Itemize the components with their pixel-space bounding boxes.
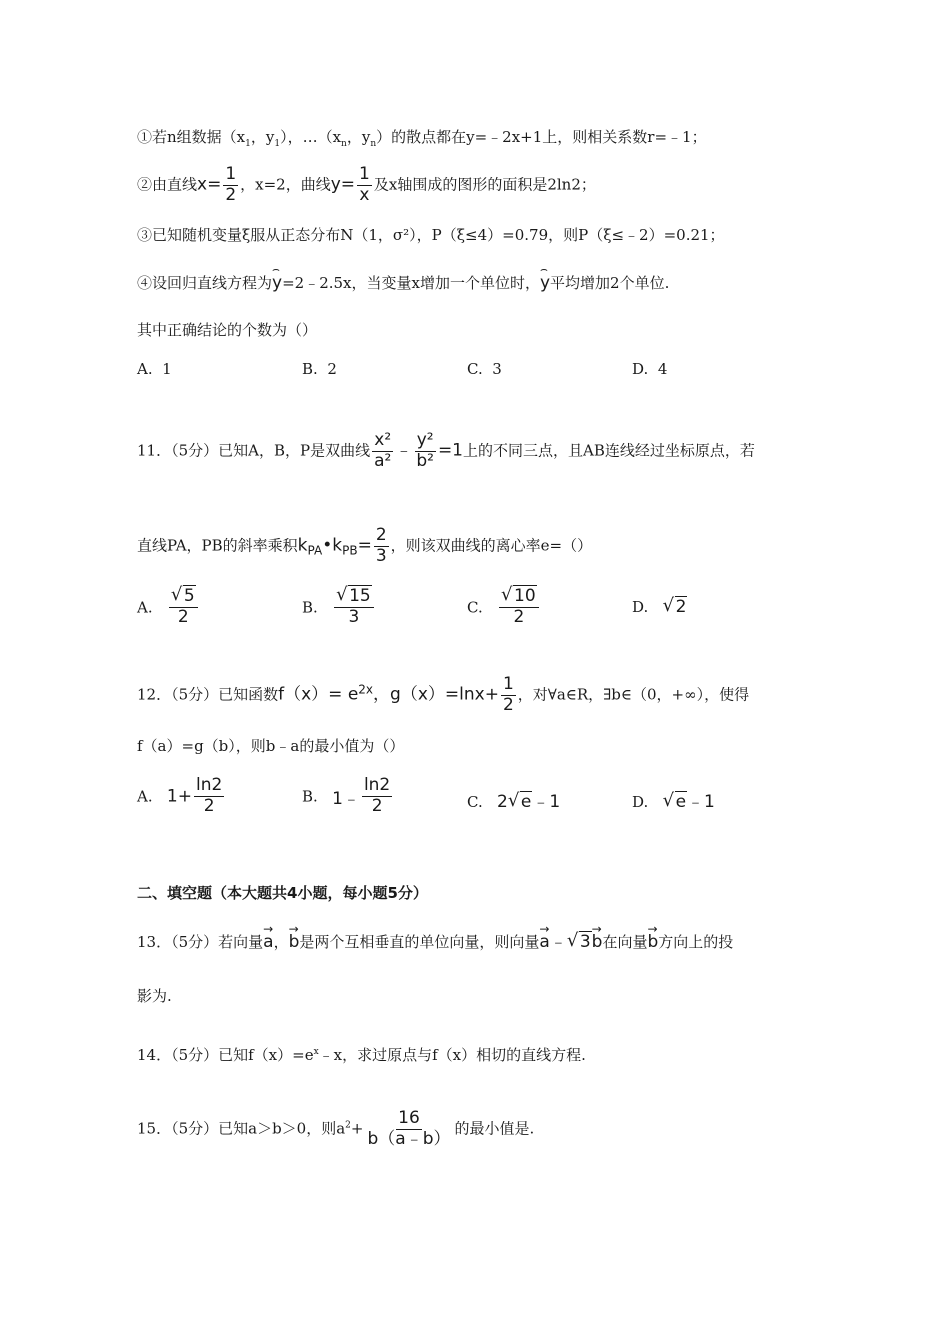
math-text: =	[357, 535, 372, 556]
square-root: √ 5	[170, 584, 195, 606]
statement-4-text: 平均增加2个单位.	[550, 274, 670, 292]
square-root: √ 10	[501, 584, 536, 606]
question-13-text: 在向量	[602, 933, 648, 951]
math-text: ﹣1	[687, 792, 715, 812]
question-12-line-1	[137, 676, 749, 715]
math-text: 1+	[166, 786, 192, 807]
math-text: y=	[330, 174, 356, 195]
radicand: 3	[579, 932, 591, 952]
q12-option-b[interactable]	[302, 777, 394, 816]
denominator: 2	[225, 184, 237, 205]
y-hat: ⌢ y	[272, 275, 282, 292]
statement-3-text: ③已知随机变量ξ服从正态分布N（1，σ²），P（ξ≤4）=0.79，则P（ξ≤﹣2）=0.21；	[137, 226, 725, 244]
section-heading: 二、填空题（本大题共4小题，每小题5分）	[137, 884, 428, 902]
question-15-text: 15．（5分）已知a＞b＞0，则a	[137, 1119, 346, 1138]
question-12-text: 12．（5分）已知函数	[137, 685, 279, 704]
square-root: √ e	[662, 790, 687, 812]
option-value: 1	[162, 360, 172, 378]
statement-2	[137, 166, 596, 205]
fraction	[362, 777, 392, 816]
question-11-line-1	[137, 432, 755, 471]
question-15	[137, 1110, 534, 1149]
statement-4	[137, 275, 669, 292]
radicand: e	[520, 792, 532, 812]
fraction	[169, 584, 198, 627]
statement-1-text: ）的散点都在y=﹣2x+1上，则相关系数r=﹣1；	[376, 128, 707, 146]
option-label: C.	[467, 793, 483, 811]
fraction	[194, 777, 224, 816]
q12-option-c[interactable]	[467, 787, 560, 812]
statement-1-text: ①若n组数据（x	[137, 128, 246, 146]
option-value: 3	[492, 360, 502, 378]
superscript: x	[313, 1047, 319, 1057]
math-text: ，g（x）=lnx+	[373, 684, 499, 705]
option-label: B.	[302, 598, 318, 617]
option-value: 2	[327, 360, 337, 378]
question-11-text: 11．（5分）已知A，B，P是双曲线	[137, 441, 371, 460]
radicand: 5	[183, 586, 195, 606]
question-13-text: 方向上的投	[658, 933, 734, 951]
denominator: a²	[374, 450, 392, 471]
option-label: C.	[467, 360, 483, 378]
q11-option-b[interactable]	[302, 584, 376, 627]
math-text: ﹣	[549, 932, 567, 952]
numerator: 1	[225, 164, 237, 184]
q12-option-d[interactable]	[632, 787, 715, 812]
option-label: D.	[632, 360, 649, 378]
statement-4-text: =2﹣2.5x，当变量x增加一个单位时，	[282, 274, 540, 292]
math-text: •	[322, 535, 333, 556]
math-text: ﹣	[395, 440, 413, 461]
option-label: A.	[137, 360, 153, 378]
square-root: √ e	[507, 790, 532, 812]
question-14-text: 14．（5分）已知f（x）=e	[137, 1046, 314, 1064]
option-value: 4	[657, 360, 668, 378]
fraction	[414, 432, 436, 471]
q10-option-b[interactable]	[302, 360, 337, 378]
square-root: √ 2	[662, 595, 687, 617]
denominator: 2	[513, 606, 525, 627]
denominator: 2	[203, 795, 215, 816]
question-11-text: 直线PA，PB的斜率乘积	[137, 536, 298, 555]
denominator: 3	[348, 606, 360, 627]
fraction	[374, 527, 389, 566]
statement-1	[137, 130, 707, 149]
numerator: ln2	[195, 775, 223, 795]
fraction	[334, 584, 374, 627]
math-text: k	[332, 535, 343, 556]
denominator: 2	[502, 694, 514, 715]
statement-1-text: ），…（x	[280, 128, 342, 146]
math-text: x=	[197, 174, 222, 195]
option-label: C.	[467, 598, 483, 617]
square-root: √ 3	[566, 930, 591, 952]
math-text: =1	[437, 440, 463, 461]
math-text: f（x）= e	[278, 684, 359, 705]
q12-option-a[interactable]	[137, 777, 226, 816]
vector-b: → b	[592, 934, 603, 951]
subscript: 1	[274, 139, 281, 149]
numerator: x²	[374, 430, 392, 450]
vector-a: → a	[539, 934, 549, 951]
question-11-line-2	[137, 527, 592, 566]
math-text: ﹣1	[532, 792, 561, 812]
denominator: 2	[177, 606, 189, 627]
fraction	[372, 432, 393, 471]
question-13-text: 13．（5分）若向量	[137, 933, 264, 951]
statement-4-text: ④设回归直线方程为	[137, 274, 273, 292]
question-12-text: ，对∀a∈R，∃b∈（0，+∞），使得	[517, 685, 750, 704]
option-label: A.	[137, 787, 153, 806]
subscript: PA	[307, 543, 323, 558]
denominator: x	[359, 184, 370, 205]
question-13-text: ，	[273, 933, 289, 951]
question-13-line-2: 影为.	[137, 987, 172, 1005]
subscript: 1	[245, 139, 251, 149]
statement-3	[137, 228, 725, 243]
q11-option-d[interactable]	[632, 597, 687, 617]
superscript: 2x	[358, 682, 374, 697]
math-text: 1﹣	[332, 788, 360, 809]
denominator: b²	[416, 450, 434, 471]
square-root: √ 15	[336, 584, 371, 606]
statement-2-text: ，x=2，曲线	[240, 175, 331, 194]
numerator: 1	[359, 164, 370, 184]
option-label: B.	[302, 787, 318, 806]
numerator: ln2	[363, 775, 391, 795]
fraction	[501, 676, 516, 715]
statement-1-text: ，y	[346, 128, 371, 146]
radicand: 15	[349, 586, 371, 606]
option-label: A.	[137, 598, 153, 617]
numerator: 16	[398, 1108, 420, 1128]
numerator: y²	[416, 430, 434, 450]
question-10-prompt: 其中正确结论的个数为（）	[137, 321, 318, 339]
question-14-text: ﹣x，求过原点与f（x）相切的直线方程.	[318, 1046, 586, 1064]
question-14	[137, 1048, 586, 1063]
q10-option-a[interactable]	[137, 360, 172, 378]
q11-option-a[interactable]	[137, 584, 200, 627]
question-11-text: ，则该双曲线的离心率e=（）	[390, 536, 593, 555]
radicand: 2	[675, 597, 687, 617]
q10-option-d[interactable]	[632, 360, 667, 378]
math-text: k	[297, 535, 308, 556]
denominator: 2	[371, 795, 383, 816]
question-15-text: 的最小值是.	[454, 1119, 535, 1138]
option-label: D.	[632, 793, 649, 811]
question-11-text: 上的不同三点，且AB连线经过坐标原点，若	[463, 441, 755, 460]
question-15-text: +	[350, 1119, 364, 1138]
fraction	[357, 166, 372, 205]
denominator: 3	[375, 545, 387, 566]
statement-1-text: ，y	[250, 128, 275, 146]
fraction	[223, 166, 238, 205]
numerator: 1	[502, 674, 514, 694]
q11-option-c[interactable]	[467, 584, 541, 627]
option-label: B.	[302, 360, 318, 378]
radicand: e	[675, 792, 687, 812]
subscript: n	[370, 139, 377, 149]
y-hat: ⌢ y	[540, 275, 550, 292]
q10-option-c[interactable]	[467, 360, 502, 378]
statement-2-text: ②由直线	[137, 175, 198, 194]
question-13-line-1	[137, 930, 734, 952]
option-label: D.	[632, 598, 649, 616]
fraction	[365, 1110, 452, 1149]
subscript: n	[341, 139, 347, 149]
denominator: b（a﹣b）	[367, 1128, 451, 1149]
subscript: PB	[342, 543, 358, 558]
question-12-line-2: f（a）=g（b），则b﹣a的最小值为（）	[137, 737, 405, 755]
statement-2-text: 及x轴围成的图形的面积是2ln2；	[373, 175, 596, 194]
vector-b: → b	[647, 934, 658, 951]
radicand: 10	[514, 586, 536, 606]
question-13-text: 是两个互相垂直的单位向量，则向量	[299, 933, 540, 951]
superscript: 2	[345, 1120, 351, 1131]
numerator: 2	[375, 525, 387, 545]
fraction	[499, 584, 539, 627]
vector-b: → b	[289, 934, 300, 951]
math-text: 2	[497, 792, 508, 812]
vector-a: → a	[263, 934, 273, 951]
